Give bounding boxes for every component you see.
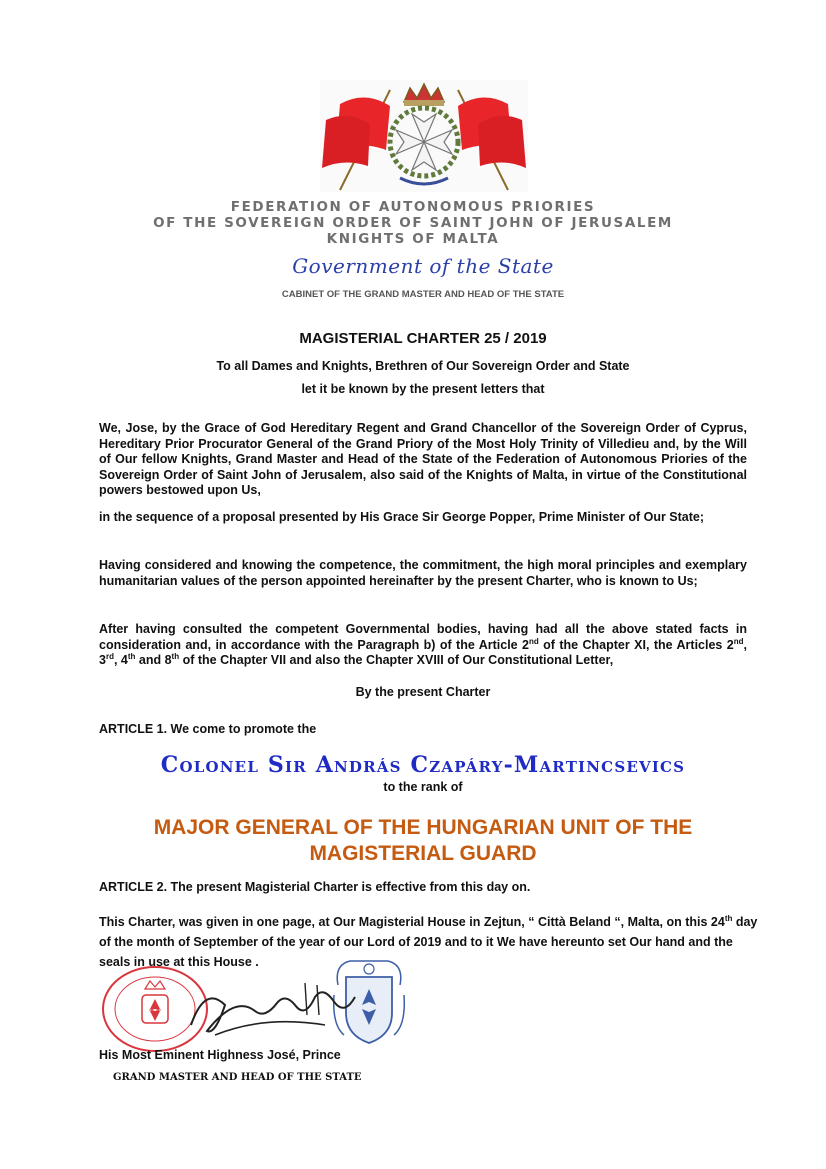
charter-title: MAGISTERIAL CHARTER 25 / 2019 [299, 330, 547, 347]
proposal-paragraph: in the sequence of a proposal presented by His Grace Sir George Popper, Prime Minister of Our State; [99, 510, 705, 524]
org-name-line-2: OF THE SOVEREIGN ORDER OF SAINT JOHN OF JERUSALEM [153, 215, 673, 231]
rank-title [0, 815, 826, 867]
consultation-paragraph: After having consulted the competent Governmental bodies, having had all the above stated facts in consideration and, in accordance with the Paragraph b) of the Article 2nd of the Chapter XI, the Articles 2nd, 3rd, 4th and 8th of the Chapter VII and also the Chapter XVIII of Our Constitutional Letter, [99, 622, 747, 667]
signatory-name: His Most Eminent Highness José, Prince [99, 1048, 341, 1062]
article-1: ARTICLE 1. We come to promote the [99, 722, 317, 736]
known-line: let it be known by the present letters that [301, 382, 545, 396]
considerations-paragraph: Having considered and knowing the competence, the commitment, the high moral principles and exemplary humanitarian values of the person appointed hereinafter by the present Charter, who is known to Us; [99, 558, 747, 588]
rank-line-2: MAGISTERIAL GUARD [309, 842, 537, 865]
order-crest-icon [320, 80, 528, 192]
by-charter-line: By the present Charter [355, 685, 491, 699]
signature-icon [185, 975, 360, 1045]
org-name-line-3: KNIGHTS OF MALTA [326, 231, 500, 247]
government-script-heading: Government of the State [292, 254, 554, 278]
rank-line-1: MAJOR GENERAL OF THE HUNGARIAN UNIT OF THE [153, 816, 693, 839]
preamble-paragraph: We, Jose, by the Grace of God Hereditary Regent and Grand Chancellor of the Sovereign Order of Cyprus, Hereditary Prior Procurator General of the Grand Priory of the Most Holy Trinity of Villedieu and, by the Will of Our fellow Knights, Grand Master and Head of the State of the Federation of Autonomous Priories of the Sovereign Order of Saint John of Jerusalem, also said of the Knights of Malta, in virtue of the Constitutional powers bestowed upon Us, [99, 421, 747, 497]
address-line: To all Dames and Knights, Brethren of Our Sovereign Order and State [216, 359, 630, 373]
signatory-title: GRAND MASTER AND HEAD OF THE STATE [113, 1072, 362, 1083]
given-paragraph: This Charter, was given in one page, at Our Magisterial House in Zejtun, “ Città Beland “, Malta, on this 24th day of the month of September of the year of our Lord of 2019 and to it We have hereunto set Our hand and the seals in use at this House . [99, 913, 758, 969]
article-2: ARTICLE 2. The present Magisterial Charter is effective from this day on. [99, 880, 531, 894]
honoree-name: Colonel Sir András Czapáry-Martincsevics [160, 752, 686, 778]
to-rank-line: to the rank of [383, 780, 463, 794]
cabinet-subheading: CABINET OF THE GRAND MASTER AND HEAD OF THE STATE [281, 289, 565, 300]
org-name-line-1: FEDERATION OF AUTONOMOUS PRIORIES [230, 199, 596, 215]
